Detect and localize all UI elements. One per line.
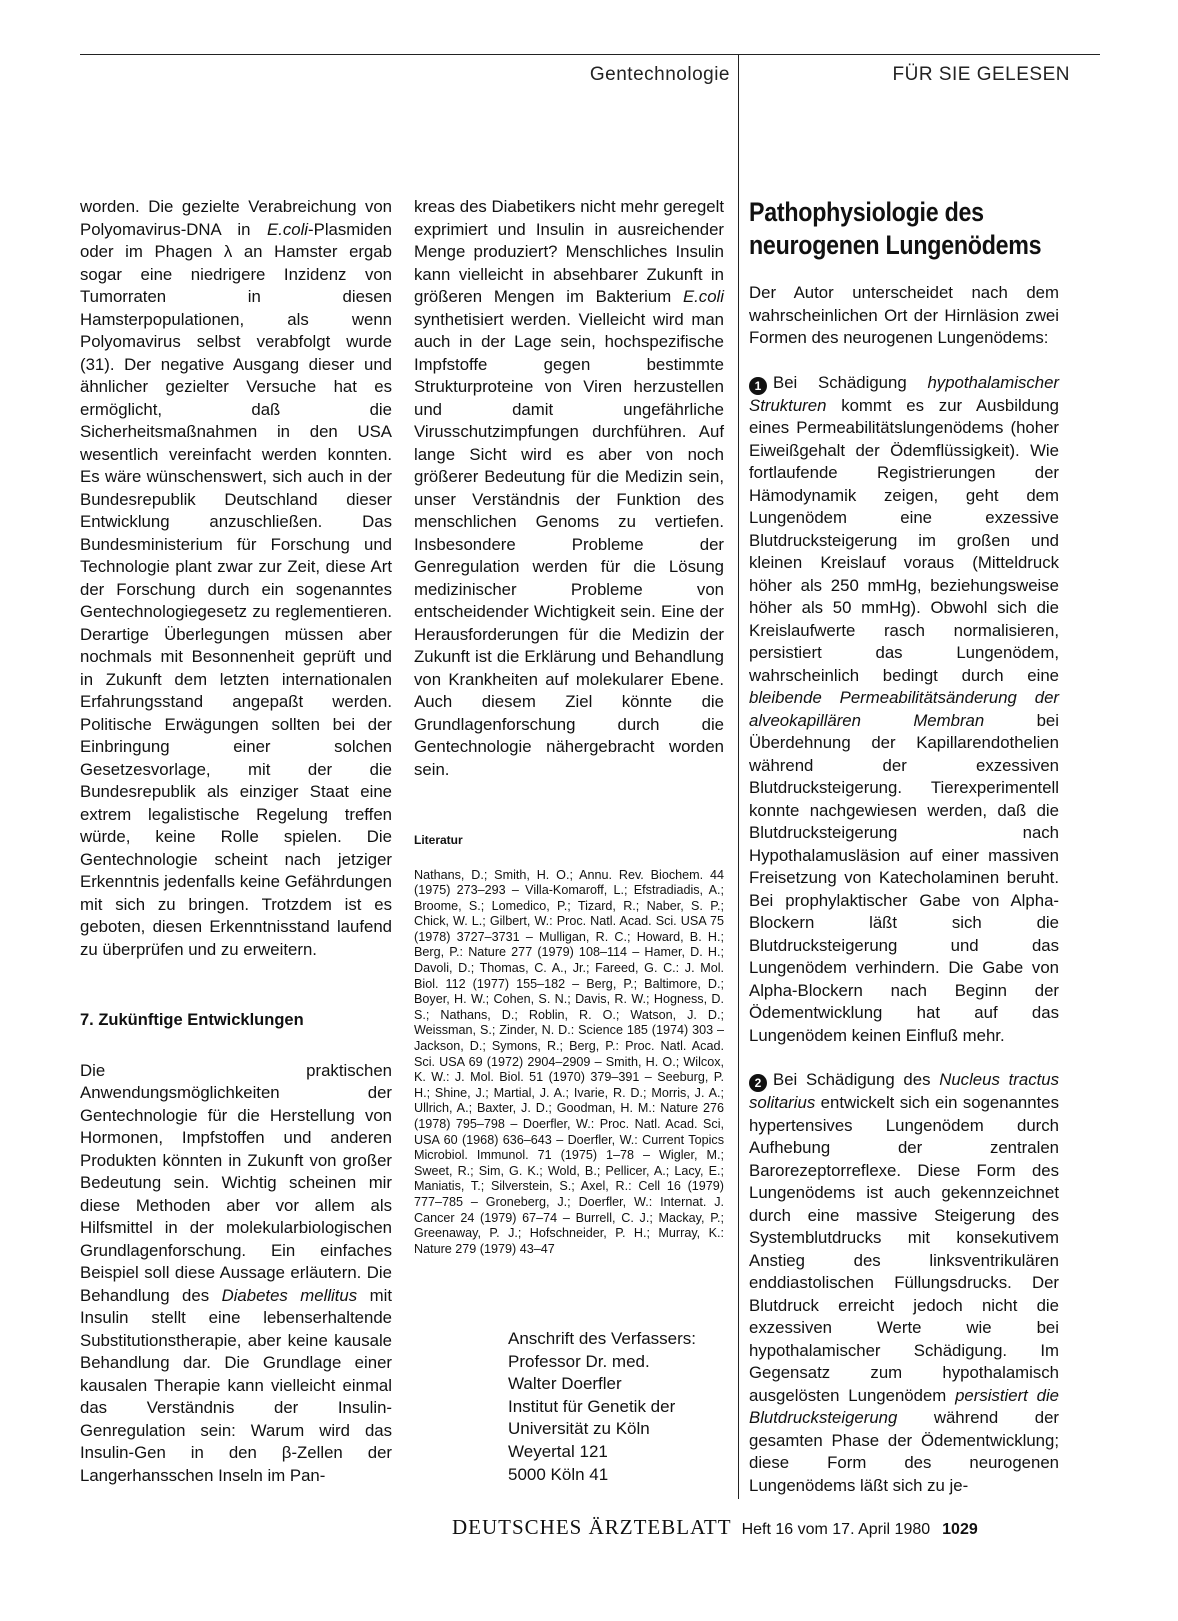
- issue-info: Heft 16 vom 17. April 1980: [741, 1521, 931, 1538]
- address-line: Weyertal 121: [508, 1441, 608, 1461]
- top-rule: [80, 54, 1100, 55]
- address-line: Universität zu Köln: [508, 1419, 650, 1439]
- column-label: FÜR SIE GELESEN: [892, 64, 1070, 85]
- paragraph: 1 Bei Schädigung hypothalamischer Strukturen kommt es zur Ausbildung eines Permeabilitätslungenödems (hoher Eiweißgehalt der Ödemflüssigkeit). Wie fortlaufende Registrierungen der Hämodynamik zeigen, geht dem Lungenödem eine exzessive Blutdrucksteigerung im großen und kleinen Kreislauf voraus (Mitteldruck höher als 250 mmHg, beziehungsweise höher als 50 mmHg). Obwohl sich die Kreislaufwerte rasch normalisieren, persistiert das Lungenödem, wahrscheinlich bedingt durch eine bleibende Permeabilitätsänderung der alveokapillären Membran bei Überdehnung der Kapillarendothelien während der exzessiven Blutdrucksteigerung. Tierexperimentell konnte nachgewiesen werden, daß die Blutdrucksteigerung nach Hypothalamusläsion auf einer massiven Freisetzung von Katecholaminen beruht. Bei prophylaktischer Gabe von Alpha-Blockern läßt sich die Blutdrucksteigerung und das Lungenödem verhindern. Die Gabe von Alpha-Blockern nach Beginn der Ödementwicklung hat auf das Lungenödem keinen Einfluß mehr.: [749, 372, 1059, 1045]
- address-line: Professor Dr. med.: [508, 1351, 650, 1371]
- address-line: Walter Doerfler: [508, 1374, 622, 1394]
- column-divider: [738, 54, 739, 1499]
- paragraph: kreas des Diabetikers nicht mehr geregelt exprimiert und Insulin in ausreichender Menge produziert? Menschliches Insulin kann vielleicht in absehbarer Zukunft in größeren Mengen im Bakterium E.coli synthetisiert werden. Vielleicht wird man auch in der Lage sein, hochspezifische Impfstoffe gegen bestimmte Strukturproteine von Viren herzustellen und damit ungefährliche Virusschutzimpfungen durchführen. Auf lange Sicht wird es aber von noch größerer Bedeutung für die Medizin sein, unser Verständnis der Funktion des menschlichen Genoms zu vertiefen. Insbesondere Probleme der Genregulation werden für die Lösung medizinischer Probleme von entscheidender Wichtigkeit sein. Eine der Herausforderungen für die Medizin der Zukunft ist die Erklärung und Behandlung von Krankheiten auf molekularer Ebene. Auch diesem Ziel könnte die Grundlagenforschung durch die Gentechnologie nähergebracht worden sein.: [414, 197, 724, 779]
- number-1-icon: 1: [749, 377, 767, 395]
- sidebar-title: Pathophysiologie des neurogenen Lungenödems: [749, 197, 1042, 260]
- author-address: [508, 1328, 696, 1486]
- paragraph: Die praktischen Anwendungsmöglichkeiten der Gentechnologie für die Herstellung von Hormonen, Impfstoffen und anderen Produkten könnten in Zukunft von großer Bedeutung sein. Wichtig scheinen mir diese Methoden aber vor allem als Hilfsmittel in der molekularbiologischen Grundlagenforschung. Ein einfaches Beispiel soll diese Aussage erläutern. Die Behandlung des Diabetes mellitus mit Insulin stellt eine lebenserhaltende Substitutionstherapie, aber keine kausale Behandlung dar. Die Grundlage einer kausalen Therapie kann vielleicht einmal das Verständnis der Insulin-Genregulation sein: Warum wird das Insulin-Gen in den β-Zellen der Langerhansschen Inseln im Pan-: [80, 1060, 392, 1485]
- publication-name: DEUTSCHES ÄRZTEBLATT: [452, 1515, 732, 1539]
- article-column-1: [80, 196, 392, 1487]
- address-line: 5000 Köln 41: [508, 1464, 609, 1484]
- section-heading: 7. Zukünftige Entwicklungen: [80, 1011, 304, 1029]
- address-line: Institut für Genetik der: [508, 1396, 676, 1416]
- paragraph: 2 Bei Schädigung des Nucleus tractus solitarius entwickelt sich ein sogenanntes hypertensives Lungenödem durch Aufhebung der zentralen Barorezeptorreflexe. Diese Form des Lungenödems ist auch gekennzeichnet durch eine massive Steigerung des Systemblutdrucks mit konsekutivem Anstieg des linksventrikulären enddiastolischen Füllungsdrucks. Der Blutdruck erreicht jedoch nicht die exzessiven Werte wie bei hypothalamischer Schädigung. Im Gegensatz zum hypothalamisch ausgelösten Lungenödem persistiert die Blutdrucksteigerung während der gesamten Phase der Ödementwicklung; diese Form des neurogenen Lungenödems läßt sich zu je-: [749, 1070, 1060, 1495]
- paragraph: worden. Die gezielte Verabreichung von Polyomavirus-DNA in E.coli-Plasmiden oder im Phagen λ an Hamster ergab sogar eine niedrigere Inzidenz von Tumorraten in diesen Hamsterpopulationen, als wenn Polyomavirus selbst verabfolgt wurde (31). Der negative Ausgang dieser und ähnlicher gezielter Versuche hat es ermöglicht, daß die Sicherheitsmaßnahmen in den USA wesentlich vereinfacht werden konnten. Es wäre wünschenswert, sich auch in der Bundesrepublik Deutschland dieser Entwicklung anzuschließen. Das Bundesministerium für Forschung und Technologie plant zwar zur Zeit, diese Art der Forschung durch ein sogenanntes Gentechnologiegesetz zu reglementieren. Derartige Überlegungen müssen aber nochmals mit Besonnenheit geprüft und in Zukunft dem letzten internationalen Erfahrungsstand angepaßt werden. Politische Erwägungen sollten bei der Einbringung einer solchen Gesetzesvorlage, mit der die Bundesrepublik als einziger Staat eine extrem legalistische Regelung treffen würde, keine Rolle spielen. Die Gentechnologie scheint nach jetziger Erkenntnis jedenfalls keine Gefährdungen mit sich zu bringen. Trotzdem ist es geboten, diesen Erkenntnisstand laufend zu überprüfen und zu erweitern.: [80, 197, 392, 959]
- literature-list: Nathans, D.; Smith, H. O.; Annu. Rev. Biochem. 44 (1975) 273–293 – Villa-Komaroff, L.; Efstradiadis, A.; Broome, S.; Lomedico, P.; Tizard, R.; Naber, S. P.; Chick, W. L.; Gilbert, W.: Proc. Natl. Acad. Sci. USA 75 (1978) 3727–3731 – Mulligan, R. C.; Howard, B. H.; Berg, P.: Nature 277 (1979) 108–114 – Hamer, D. H.; Davoli, D.; Thomas, C. A., Jr.; Fareed, G. C.: J. Mol. Biol. 112 (1977) 155–182 – Berg, P.; Baltimore, D.; Boyer, H. W.; Cohen, S. N.; Davis, R. W.; Hogness, D. S.; Nathans, D.; Roblin, R. O.; Watson, J. D.; Weissman, S.; Zinder, N. D.: Science 185 (1974) 303 – Jackson, D.; Symons, R.; Berg, P.: Proc. Natl. Acad. Sci. USA 69 (1972) 2904–2909 – Smith, H. O.; Wilcox, K. W.: J. Mol. Biol. 51 (1970) 379–391 – Seeburg, P. H.; Shine, J.; Martial, J. A.; Ivarie, R. D.; Morris, J. A.; Ullrich, A.; Baxter, J. D.; Goodman, H. M.: Nature 276 (1978) 795–798 – Doerfler, W.: Proc. Natl. Acad. Sci, USA 60 (1968) 636–643 – Doerfler, W.: Current Topics Microbiol. Immunol. 71 (1975) 1–78 – Wigler, M.; Sweet, R.; Sim, G. K.; Wold, B.; Pellicer, A.; Lacy, E.; Maniatis, T.; Silverstein, S.; Axel, R.: Cell 16 (1979) 777–785 – Groneberg, J.; Doerfler, W.: Internat. J. Cancer 24 (1979) 67–74 – Burrell, C. J.; Mackay, P.; Greenaway, P. J.; Hofschneider, P. H.; Murray, K.: Nature 279 (1979) 43–47: [414, 867, 724, 1256]
- sidebar-column: [749, 196, 1059, 1497]
- intro-paragraph: Der Autor unterscheidet nach dem wahrscheinlichen Ort der Hirnläsion zwei Formen des neurogenen Lungenödems:: [749, 283, 1059, 347]
- section-label: Gentechnologie: [589, 64, 730, 85]
- page-footer: [452, 1515, 1067, 1540]
- number-2-icon: 2: [749, 1074, 767, 1092]
- page-number: 1029: [942, 1521, 978, 1538]
- address-line: Anschrift des Verfassers:: [508, 1329, 697, 1348]
- article-column-2: [414, 196, 724, 1257]
- literature-heading: Literatur: [414, 833, 463, 847]
